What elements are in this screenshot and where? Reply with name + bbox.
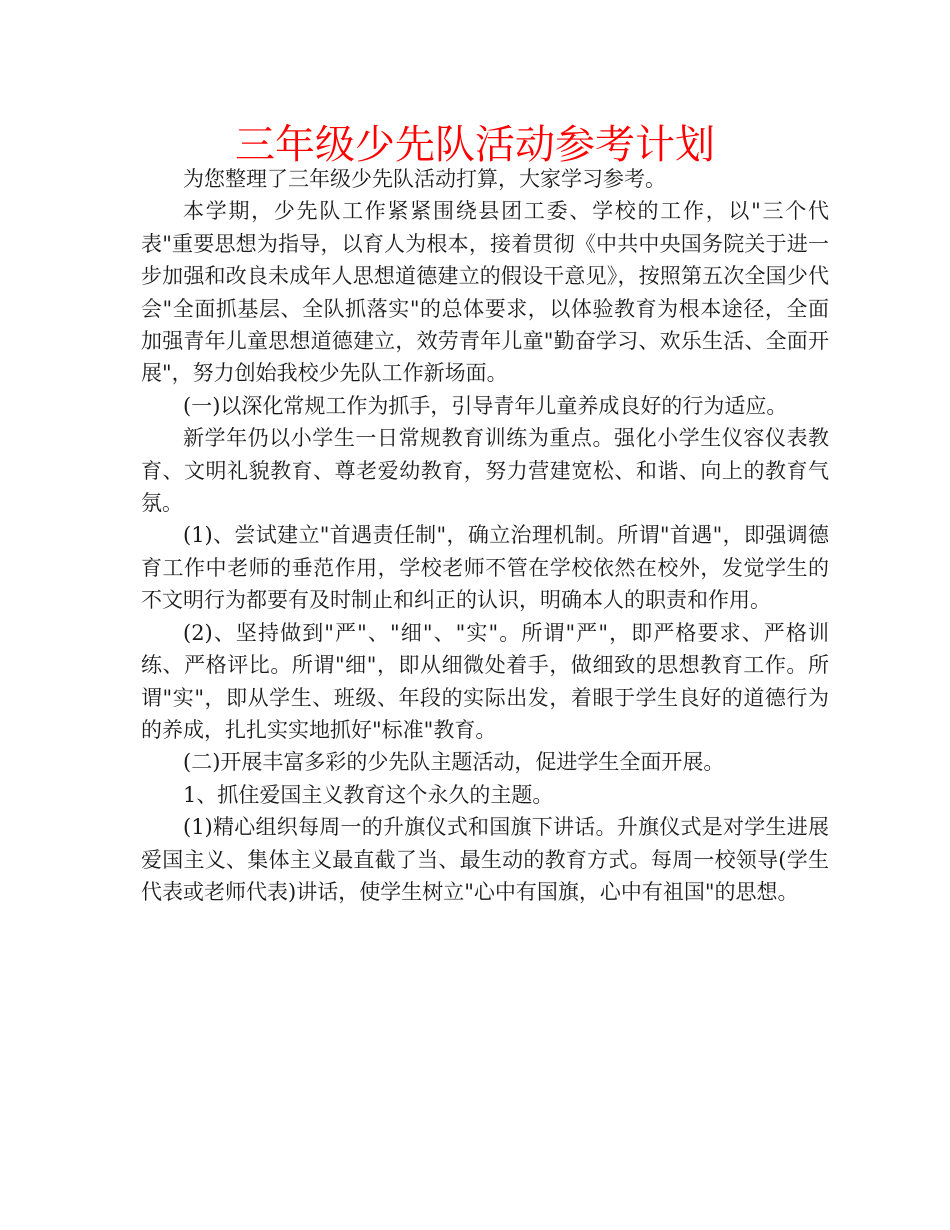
paragraph: (2)、坚持做到"严"、"细"、"实"。所谓"严"，即严格要求、严格训练、严格评比。所谓"细"，即从细微处着手，做细致的思想教育工作。所谓"实"，即从学生、班级、年段的实际出发，着眼于学生良好的道德行为的养成，扎扎实实地抓好"标准"教育。: [141, 620, 829, 742]
paragraph: (二)开展丰富多彩的少先队主题活动，促进学生全面开展。: [183, 750, 725, 775]
paragraph: 本学期，少先队工作紧紧围绕县团工委、学校的工作，以"三个代表"重要思想为指导，以育人为根本，接着贯彻《中共中央国务院关于进一步加强和改良未成年人思想道德建立的假设干意见》，按照第五次全国少代会"全面抓基层、全队抓落实"的总体要求，以体验教育为根本途径，全面加强青年儿童思想道德建立，效劳青年儿童"勤奋学习、欢乐生活、全面开展"，努力创始我校少先队工作新场面。: [141, 199, 829, 386]
paragraph: 新学年仍以小学生一日常规教育训练为重点。强化小学生仪容仪表教育、文明礼貌教育、尊老爱幼教育，努力营建宽松、和谐、向上的教育气氛。: [141, 426, 829, 516]
paragraph: (1)精心组织每周一的升旗仪式和国旗下讲话。升旗仪式是对学生进展爱国主义、集体主义最直截了当、最生动的教育方式。每周一校领导(学生代表或老师代表)讲话，使学生树立"心中有国旗，心中有祖国"的思想。: [141, 815, 829, 904]
document-title: 三年级少先队活动参考计划: [235, 122, 715, 168]
paragraph: 为您整理了三年级少先队活动打算，大家学习参考。: [183, 167, 666, 191]
document-body: [141, 163, 829, 908]
paragraph: (1)、尝试建立"首遇责任制"，确立治理机制。所谓"首遇"，即强调德育工作中老师的垂范作用，学校老师不管在学校依然在校外，发觉学生的不文明行为都要有及时制止和纠正的认识，明确本人的职责和作用。: [141, 523, 829, 613]
paragraph: 1、抓住爱国主义教育这个永久的主题。: [183, 782, 554, 807]
paragraph: (一)以深化常规工作为抓手，引导青年儿童养成良好的行为适应。: [183, 393, 788, 418]
